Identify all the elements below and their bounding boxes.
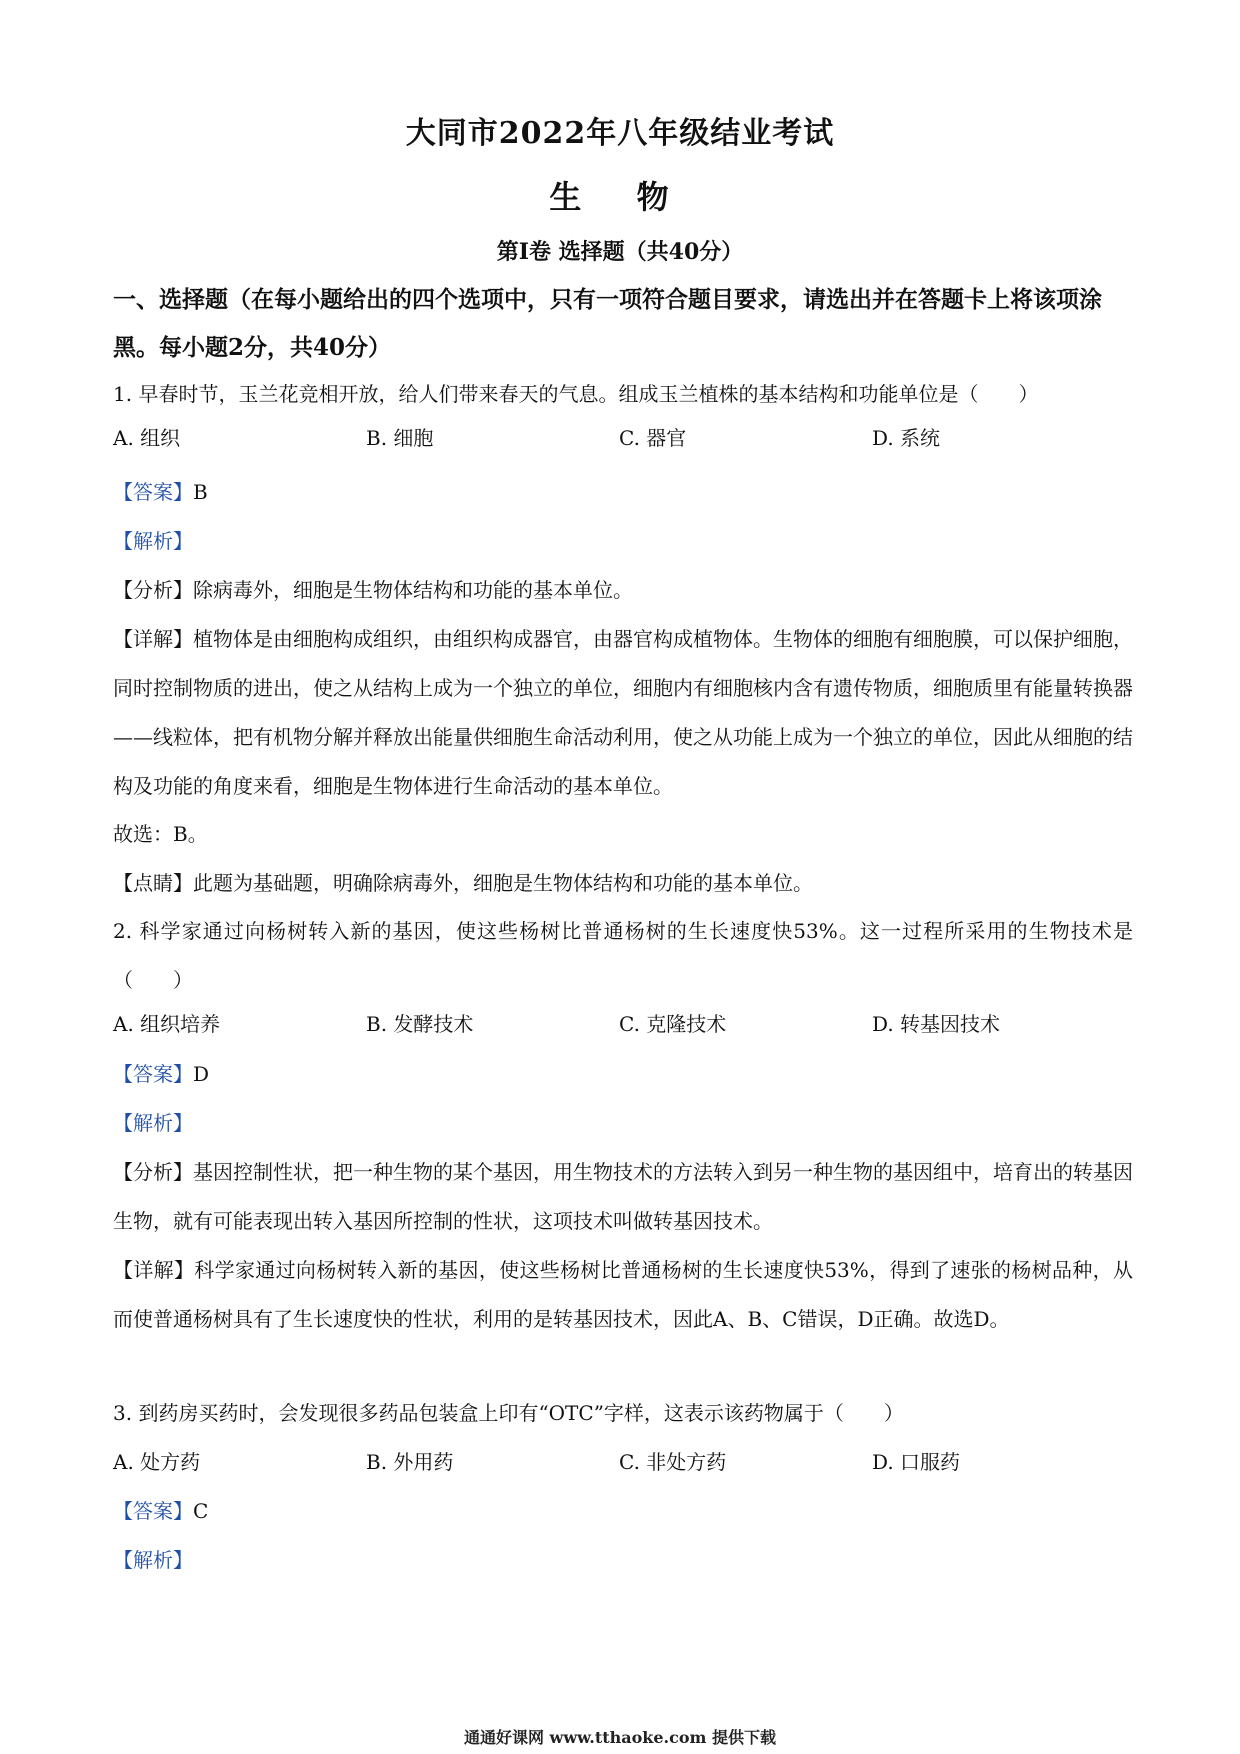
- part-title: 第Ⅰ卷 选择题（共40分）: [496, 239, 744, 265]
- question-3-answer-value: C: [193, 1499, 209, 1523]
- question-2-fenxi-text: 基因控制性状，把一种生物的某个基因，用生物技术的方法转入到另一种生物的基因组中，培育出的转基因生物，就有可能表现出转入基因所控制的性状，这项技术叫做转基因技术。: [113, 1160, 1133, 1233]
- question-1-xiangjie: [113, 615, 1133, 811]
- fenxi-tag: 【分析】: [113, 578, 193, 602]
- question-3-option-b: B. 外用药: [366, 1450, 454, 1474]
- xiangjie-tag: 【详解】: [113, 627, 193, 651]
- question-2-stem: 2. 科学家通过向杨树转入新的基因，使这些杨树比普通杨树的生长速度快53%。这一过程所采用的生物技术是（ ）: [113, 919, 1133, 992]
- question-2-fenxi: [113, 1148, 1133, 1246]
- question-3-option-d: D. 口服药: [872, 1450, 961, 1474]
- question-1-option-c: C. 器官: [619, 426, 687, 450]
- page-footer: 通通好课网 www.tthaoke.com 提供下载: [463, 1728, 777, 1747]
- question-3-option-c: C. 非处方药: [619, 1450, 727, 1474]
- question-2-xiangjie-text: 科学家通过向杨树转入新的基因，使这些杨树比普通杨树的生长速度快53%，得到了速张的杨树品种，从而使普通杨树具有了生长速度快的性状，利用的是转基因技术，因此A、B、C错误，D正确。故选D。: [113, 1258, 1134, 1331]
- question-1-stem: 1. 早春时节，玉兰花竞相开放，给人们带来春天的气息。组成玉兰植株的基本结构和功能单位是（ ）: [113, 382, 1039, 406]
- question-1-analysis-tag: 【解析】: [113, 529, 193, 553]
- question-1-option-b: B. 细胞: [366, 426, 434, 450]
- answer-tag: 【答案】: [113, 480, 193, 504]
- xiangjie-tag: 【详解】: [113, 1258, 195, 1282]
- fenxi-tag: 【分析】: [113, 1160, 193, 1184]
- question-2-option-c: C. 克隆技术: [619, 1012, 727, 1036]
- question-1-dianjing-text: 此题为基础题，明确除病毒外，细胞是生物体结构和功能的基本单位。: [193, 871, 813, 895]
- question-1-dianjing: [113, 871, 1133, 895]
- dianjing-tag: 【点睛】: [113, 871, 193, 895]
- question-1-option-a: A. 组织: [113, 426, 181, 450]
- question-3-stem: 3. 到药房买药时，会发现很多药品包装盒上印有“OTC”字样，这表示该药物属于（ ）: [113, 1401, 904, 1425]
- question-1-choose: 故选：B。: [113, 822, 208, 846]
- subject-title: 生 物: [549, 178, 691, 216]
- exam-title: 大同市2022年八年级结业考试: [405, 116, 835, 151]
- question-3-analysis-tag: 【解析】: [113, 1548, 193, 1572]
- question-1-fenxi: [113, 578, 1133, 602]
- question-3-option-a: A. 处方药: [113, 1450, 201, 1474]
- question-2-option-a: A. 组织培养: [113, 1012, 221, 1036]
- question-2-option-b: B. 发酵技术: [366, 1012, 474, 1036]
- answer-tag: 【答案】: [113, 1062, 193, 1086]
- question-1-answer-value: B: [193, 480, 208, 504]
- question-2-answer: [113, 1062, 1133, 1086]
- question-1-xiangjie-text: 植物体是由细胞构成组织，由组织构成器官，由器官构成植物体。生物体的细胞有细胞膜，可以保护细胞，同时控制物质的进出，使之从结构上成为一个独立的单位，细胞内有细胞核内含有遗传物质，细胞质里有能量转换器——线粒体，把有机物分解并释放出能量供细胞生命活动利用，使之从功能上成为一个独立的单位，因此从细胞的结构及功能的角度来看，细胞是生物体进行生命活动的基本单位。: [113, 627, 1133, 798]
- question-2-xiangjie: [113, 1246, 1133, 1344]
- question-1-option-d: D. 系统: [872, 426, 941, 450]
- section-heading: 一、选择题（在每小题给出的四个选项中，只有一项符合题目要求，请选出并在答题卡上将该项涂黑。每小题2分，共40分）: [113, 286, 1102, 361]
- question-3-answer: [113, 1499, 1133, 1523]
- question-1-answer: [113, 480, 1133, 504]
- answer-tag: 【答案】: [113, 1499, 193, 1523]
- question-2-answer-value: D: [193, 1062, 210, 1086]
- question-2-option-d: D. 转基因技术: [872, 1012, 1001, 1036]
- question-2-analysis-tag: 【解析】: [113, 1111, 193, 1135]
- question-1-fenxi-text: 除病毒外，细胞是生物体结构和功能的基本单位。: [193, 578, 633, 602]
